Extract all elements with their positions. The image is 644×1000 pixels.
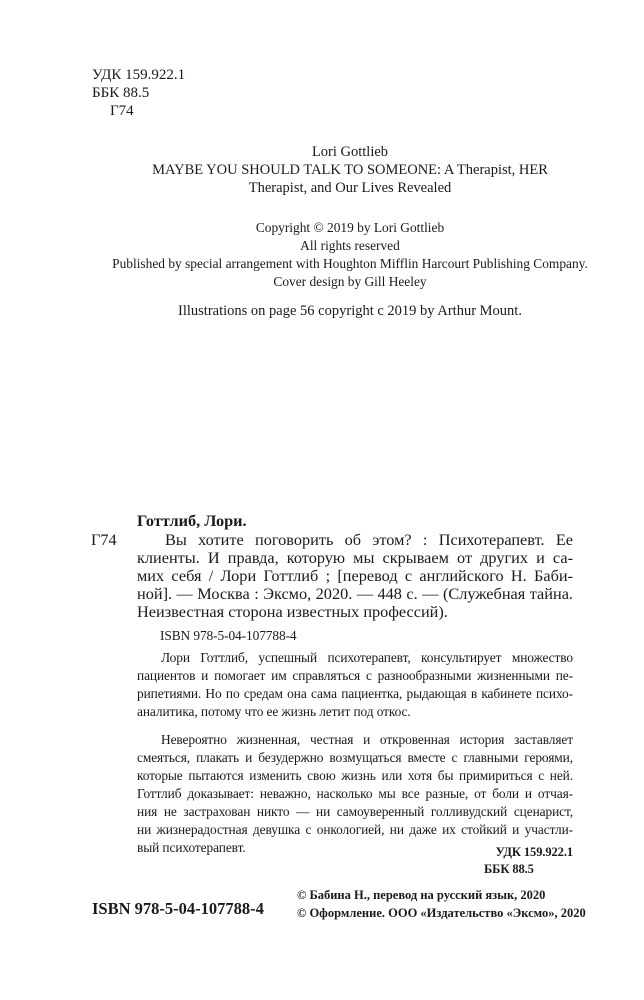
catalog-author-mark: Г74 xyxy=(91,530,117,549)
annotation-line: ни жизнерадостная девушка с онкологией, ни даже их стойкий и участли- xyxy=(137,822,573,837)
original-author: Lori Gottlieb xyxy=(311,144,389,160)
udk-code: УДК 159.922.1 xyxy=(92,67,186,83)
catalog-entry-line: ной]. — Москва : Эксмо, 2020. — 448 с. — (Служебная тайна. xyxy=(137,584,573,603)
original-title-line: Therapist, and Our Lives Revealed xyxy=(248,180,452,196)
annotation-line: Готтлиб доказывает: неважно, насколько мы все разные, от боли и отчая- xyxy=(137,786,573,801)
catalog-isbn: ISBN 978-5-04-107788-4 xyxy=(160,628,297,643)
translation-copyright: © Бабина Н., перевод на русский язык, 2020 xyxy=(297,888,546,902)
annotation-line: аналитика, потому что ее жизнь летит под откос. xyxy=(137,704,411,719)
original-title-line: MAYBE YOU SHOULD TALK TO SOMEONE: A Therapist, HER xyxy=(152,162,548,178)
footer-isbn: ISBN 978-5-04-107788-4 xyxy=(92,899,264,918)
annotation-line: Лори Готтлиб, успешный психотерапевт, консультирует множество xyxy=(161,650,573,665)
catalog-heading: Готтлиб, Лори. xyxy=(137,511,247,530)
publisher-line: Published by special arrangement with Houghton Mifflin Harcourt Publishing Company. xyxy=(112,256,588,271)
annotation-line: ния не застрахован никто — ни самоуверенный голливудский сценарист, xyxy=(137,804,573,819)
cover-design-line: Cover design by Gill Heeley xyxy=(273,274,427,289)
catalog-udk: УДК 159.922.1 xyxy=(495,845,573,859)
copyright-line: Copyright © 2019 by Lori Gottlieb xyxy=(255,220,445,235)
bbk-code: ББК 88.5 xyxy=(92,85,150,101)
annotation-line: Невероятно жизненная, честная и откровенная история заставляет xyxy=(161,732,573,747)
annotation-line: вый психотерапевт. xyxy=(137,840,246,855)
annotation-line: смеяться, плакать и безудержно возмущаться вместе с главными героями, xyxy=(137,750,573,765)
annotation-line: рипетиями. Но по средам она сама пациентка, рыдающая в кабинете психо- xyxy=(137,686,573,701)
annotation-line: которые пытаются изменить свою жизнь или хотя бы примириться с ней. xyxy=(137,768,573,783)
catalog-entry-line: Неизвестная сторона известных профессий). xyxy=(137,602,448,621)
author-mark: Г74 xyxy=(110,103,134,119)
catalog-entry-line: мих себя / Лори Готтлиб ; [перевод с английского Н. Баби- xyxy=(137,566,573,585)
illustrations-line: Illustrations on page 56 copyright c 2019 by Arthur Mount. xyxy=(178,303,522,319)
design-copyright: © Оформление. ООО «Издательство «Эксмо», 2020 xyxy=(297,906,586,920)
rights-line: All rights reserved xyxy=(300,238,400,253)
annotation-line: пациентов и помогает им справляться с разнообразными жизненными пе- xyxy=(137,668,573,683)
catalog-entry-line: Вы хотите поговорить об этом? : Психотерапевт. Ее xyxy=(165,530,573,549)
catalog-bbk: ББК 88.5 xyxy=(484,862,534,876)
catalog-entry-line: клиенты. И правда, которую мы скрываем от других и са- xyxy=(137,548,573,567)
